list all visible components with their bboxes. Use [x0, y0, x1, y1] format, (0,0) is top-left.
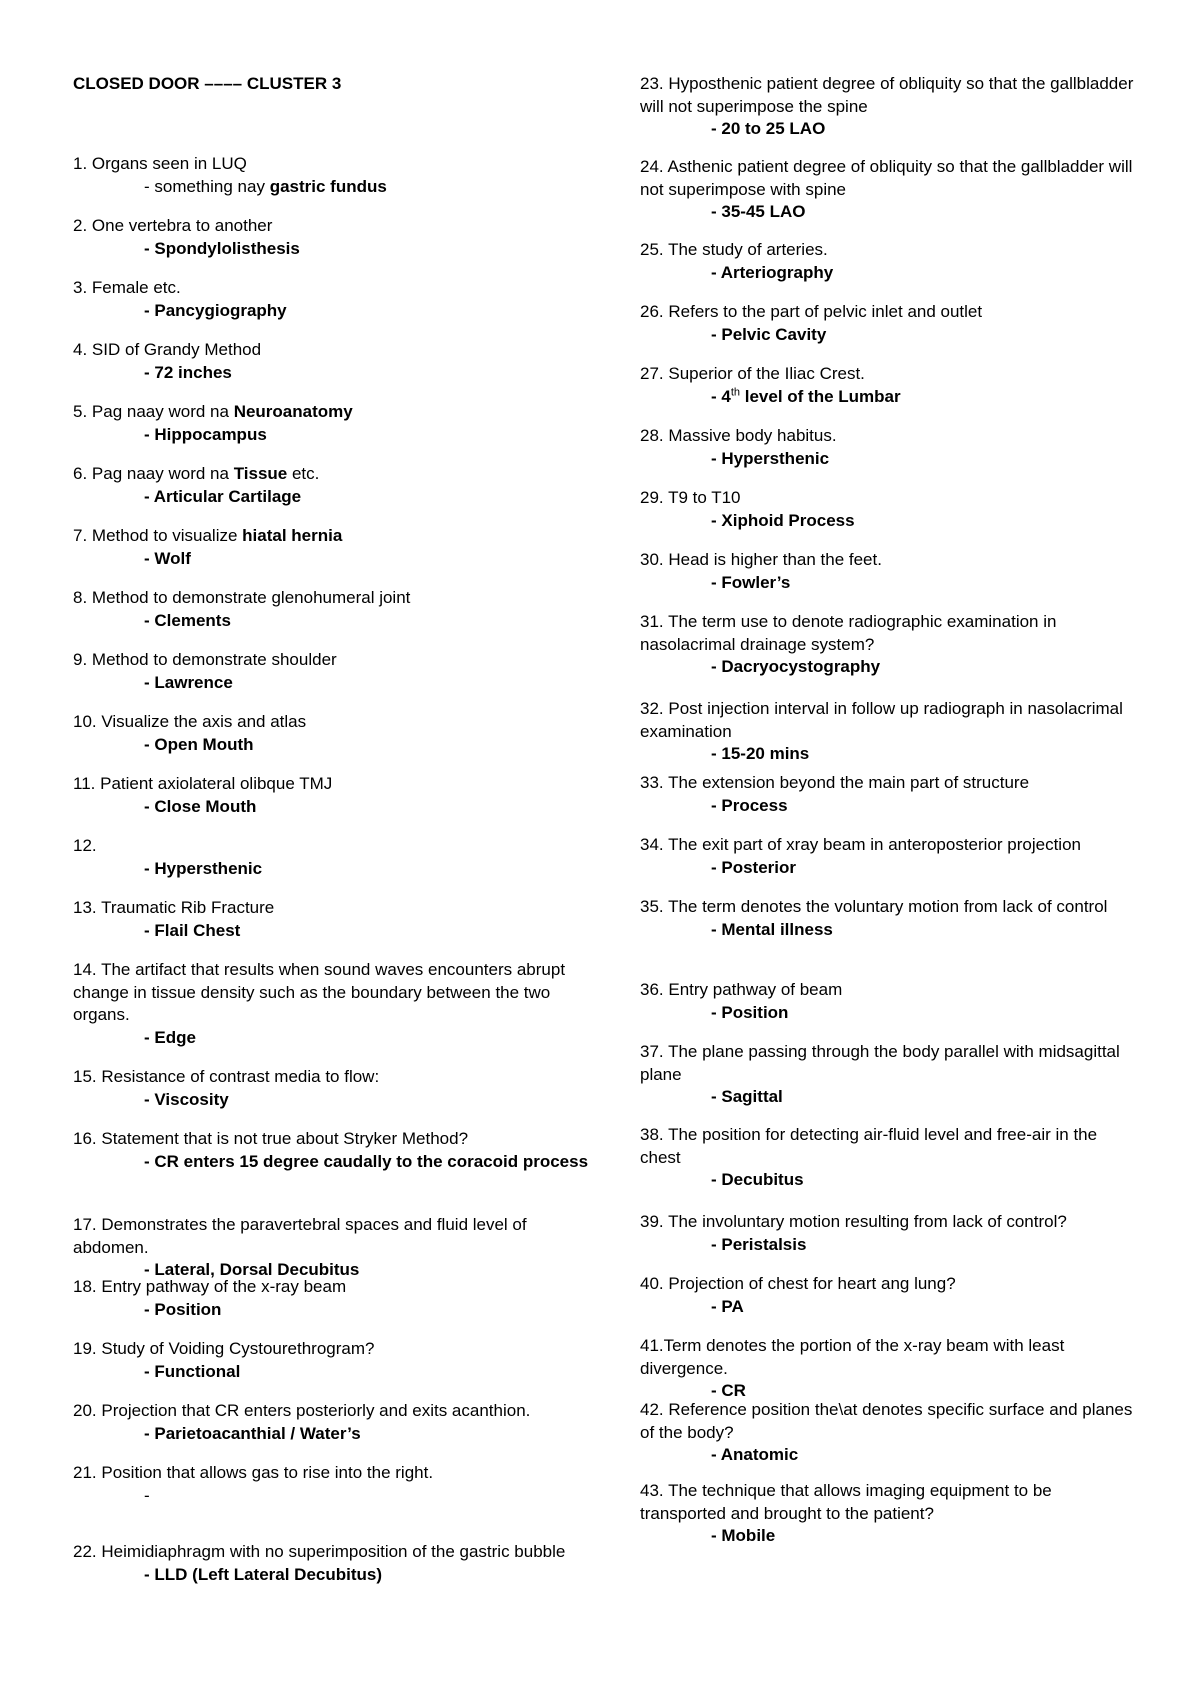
- question-number: 30.: [640, 550, 664, 569]
- question-number: 13.: [73, 898, 97, 917]
- question-text: [73, 153, 593, 176]
- answer-text: [73, 424, 593, 447]
- question-item: [73, 525, 593, 570]
- answer-text: [640, 572, 1140, 595]
- question-item: [640, 896, 1140, 941]
- question-item: [640, 425, 1140, 470]
- text-run: Visualize the axis and atlas: [101, 712, 307, 731]
- question-item: [640, 73, 1140, 141]
- text-run: - 15-20 mins: [711, 744, 810, 763]
- question-text: [640, 1273, 1140, 1296]
- answer-text: [640, 857, 1140, 880]
- answer-text: [640, 1444, 1140, 1467]
- answer-text: [73, 1564, 593, 1587]
- question-item: [640, 698, 1140, 766]
- text-run: Entry pathway of the x-ray beam: [101, 1277, 347, 1296]
- text-run: T9 to T10: [668, 488, 741, 507]
- question-number: 36.: [640, 980, 664, 999]
- answer-text: [73, 548, 593, 571]
- question-text: [640, 1480, 1140, 1525]
- text-run: Demonstrates the paravertebral spaces and fluid level of abdomen.: [73, 1215, 527, 1257]
- question-number: 5.: [73, 402, 88, 421]
- text-run: Pag naay word na: [91, 464, 234, 483]
- text-run: Method to demonstrate glenohumeral joint: [91, 588, 411, 607]
- question-text: [640, 425, 1140, 448]
- text-run: The position for detecting air-fluid level and free-air in the chest: [640, 1125, 1098, 1167]
- question-text: [73, 835, 593, 858]
- question-item: [73, 1214, 593, 1282]
- answer-text: [640, 1002, 1140, 1025]
- question-number: 42.: [640, 1400, 664, 1419]
- answer-text: [640, 919, 1140, 942]
- question-item: [73, 587, 593, 632]
- text-run: - Wolf: [144, 548, 191, 568]
- answer-text: [640, 1086, 1140, 1109]
- answer-text: [73, 1299, 593, 1322]
- question-item: [640, 1399, 1140, 1467]
- text-run: The involuntary motion resulting from lack of control?: [668, 1212, 1067, 1231]
- question-number: 19.: [73, 1339, 97, 1358]
- question-number: 29.: [640, 488, 664, 507]
- answer-text: [73, 486, 593, 509]
- question-number: 23.: [640, 74, 664, 93]
- text-run: - something nay: [144, 176, 270, 196]
- question-number: 2.: [73, 216, 88, 235]
- text-run: Superior of the Iliac Crest.: [668, 364, 865, 383]
- text-run: gastric fundus: [269, 176, 387, 196]
- text-run: - Posterior: [711, 857, 797, 877]
- text-run: Pag naay word na: [91, 402, 234, 421]
- question-text: [73, 1541, 593, 1564]
- question-number: 22.: [73, 1542, 97, 1561]
- answer-text: [73, 176, 593, 199]
- answer-text: [73, 1089, 593, 1112]
- text-run: Position that allows gas to rise into the right.: [101, 1463, 434, 1482]
- answer-text: [640, 262, 1140, 285]
- text-run: - Hippocampus: [144, 424, 267, 444]
- question-text: [640, 772, 1140, 795]
- answer-text: [73, 796, 593, 819]
- question-number: 40.: [640, 1274, 664, 1293]
- text-run: etc.: [287, 464, 320, 483]
- question-number: 16.: [73, 1129, 97, 1148]
- question-number: 32.: [640, 699, 664, 718]
- text-run: Entry pathway of beam: [668, 980, 843, 999]
- text-run: The term denotes the voluntary motion from lack of control: [668, 897, 1108, 916]
- text-run: - Fowler’s: [711, 572, 791, 592]
- question-text: [73, 587, 593, 610]
- question-item: [640, 611, 1140, 679]
- question-number: 10.: [73, 712, 97, 731]
- text-run: Patient axiolateral olibque TMJ: [100, 774, 333, 793]
- question-number: 38.: [640, 1125, 664, 1144]
- question-item: [640, 1124, 1140, 1192]
- question-item: [640, 834, 1140, 879]
- question-item: [73, 711, 593, 756]
- text-run: - Hypersthenic: [711, 448, 830, 468]
- question-number: 21.: [73, 1463, 97, 1482]
- question-text: [640, 487, 1140, 510]
- text-run: Massive body habitus.: [668, 426, 837, 445]
- question-text: [73, 649, 593, 672]
- answer-text: [73, 300, 593, 323]
- question-number: 14.: [73, 960, 97, 979]
- question-item: [73, 1400, 593, 1445]
- question-text: [73, 773, 593, 796]
- question-item: [73, 1541, 593, 1586]
- question-item: [73, 773, 593, 818]
- answer-text: [640, 656, 1140, 679]
- question-item: [640, 549, 1140, 594]
- text-run: - Anatomic: [711, 1445, 799, 1464]
- question-text: [640, 698, 1140, 743]
- text-run: -: [144, 1485, 150, 1505]
- text-run: - Position: [144, 1299, 222, 1319]
- question-item: [73, 835, 593, 880]
- question-text: [640, 1124, 1140, 1169]
- text-run: - Edge: [144, 1027, 196, 1047]
- question-text: [73, 1276, 593, 1299]
- answer-text: [73, 1423, 593, 1446]
- text-run: Heimidiaphragm with no superimposition of the gastric bubble: [101, 1542, 566, 1561]
- question-number: 28.: [640, 426, 664, 445]
- question-item: [73, 1066, 593, 1111]
- question-text: [73, 711, 593, 734]
- text-run: - CR: [711, 1381, 746, 1400]
- question-item: [640, 1211, 1140, 1256]
- question-text: [73, 959, 593, 1027]
- question-text: [640, 1335, 1140, 1380]
- question-item: [640, 487, 1140, 532]
- question-text: [640, 73, 1140, 118]
- question-item: [640, 301, 1140, 346]
- text-run: - Spondylolisthesis: [144, 238, 300, 258]
- question-text: [73, 897, 593, 920]
- question-text: [73, 525, 593, 548]
- text-run: - Process: [711, 795, 788, 815]
- answer-text: [73, 672, 593, 695]
- question-item: [640, 1335, 1140, 1403]
- question-item: [640, 239, 1140, 284]
- text-run: The extension beyond the main part of structure: [668, 773, 1030, 792]
- answer-text: [73, 362, 593, 385]
- question-number: 25.: [640, 240, 664, 259]
- text-run: Hyposthenic patient degree of obliquity so that the gallbladder will not superimpose the spine: [640, 74, 1134, 116]
- text-run: The term use to denote radiographic examination in nasolacrimal drainage system?: [640, 612, 1057, 654]
- answer-text: [640, 1234, 1140, 1257]
- question-item: [640, 979, 1140, 1024]
- text-run: - Mobile: [711, 1526, 776, 1545]
- question-text: [640, 549, 1140, 572]
- text-run: - Viscosity: [144, 1089, 229, 1109]
- question-text: [73, 277, 593, 300]
- text-run: Method to demonstrate shoulder: [91, 650, 337, 669]
- answer-text: [73, 1361, 593, 1384]
- answer-text: [640, 1296, 1140, 1319]
- answer-text: [73, 920, 593, 943]
- question-number: 8.: [73, 588, 88, 607]
- text-run: Study of Voiding Cystourethrogram?: [101, 1339, 375, 1358]
- question-text: [640, 1041, 1140, 1086]
- question-number: 12.: [73, 836, 97, 855]
- text-run: Method to visualize: [91, 526, 243, 545]
- question-number: 17.: [73, 1215, 97, 1234]
- question-text: [73, 1400, 593, 1423]
- question-text: [640, 1211, 1140, 1234]
- text-run: Projection that CR enters posteriorly and exits acanthion.: [101, 1401, 531, 1420]
- text-run: - Dacryocystography: [711, 657, 881, 676]
- question-number: 1.: [73, 154, 88, 173]
- answer-text: [73, 610, 593, 633]
- question-item: [73, 1338, 593, 1383]
- question-item: [73, 277, 593, 322]
- question-text: [640, 896, 1140, 919]
- text-run: - 20 to 25 LAO: [711, 119, 826, 138]
- question-number: 9.: [73, 650, 88, 669]
- question-item: [640, 1480, 1140, 1548]
- text-run: Refers to the part of pelvic inlet and outlet: [668, 302, 983, 321]
- question-number: 7.: [73, 526, 88, 545]
- text-run: - Pancygiography: [144, 300, 287, 320]
- question-text: [73, 1214, 593, 1259]
- text-run: Neuroanatomy: [233, 402, 353, 421]
- question-text: [73, 215, 593, 238]
- question-number: 24.: [640, 157, 664, 176]
- question-item: [73, 1276, 593, 1321]
- question-number: 27.: [640, 364, 664, 383]
- question-item: [73, 649, 593, 694]
- question-text: [73, 401, 593, 424]
- question-text: [640, 301, 1140, 324]
- question-item: [73, 959, 593, 1049]
- text-run: - Sagittal: [711, 1087, 783, 1106]
- text-run: Female etc.: [91, 278, 181, 297]
- question-item: [73, 215, 593, 260]
- text-run: SID of Grandy Method: [91, 340, 262, 359]
- text-run: - Close Mouth: [144, 796, 257, 816]
- answer-text: [640, 510, 1140, 533]
- question-number: 39.: [640, 1212, 664, 1231]
- text-run: - 35-45 LAO: [711, 202, 806, 221]
- text-run: Projection of chest for heart ang lung?: [668, 1274, 956, 1293]
- text-run: The technique that allows imaging equipment to be transported and brought to the patient?: [640, 1481, 1052, 1523]
- text-run: - Position: [711, 1002, 789, 1022]
- text-run: Term denotes the portion of the x-ray beam with least divergence.: [640, 1336, 1065, 1378]
- text-run: The study of arteries.: [668, 240, 828, 259]
- text-run: Statement that is not true about Stryker Method?: [101, 1129, 469, 1148]
- question-text: [73, 1338, 593, 1361]
- question-number: 37.: [640, 1042, 664, 1061]
- text-run: Traumatic Rib Fracture: [101, 898, 275, 917]
- answer-text: [73, 858, 593, 881]
- question-text: [73, 463, 593, 486]
- text-run: - Decubitus: [711, 1170, 804, 1189]
- question-number: 20.: [73, 1401, 97, 1420]
- question-number: 34.: [640, 835, 664, 854]
- text-run: The exit part of xray beam in anteroposterior projection: [668, 835, 1081, 854]
- answer-text: [73, 238, 593, 261]
- text-run: - Open Mouth: [144, 734, 254, 754]
- question-item: [640, 156, 1140, 224]
- question-number: 31.: [640, 612, 664, 631]
- text-run: - Xiphoid Process: [711, 510, 855, 530]
- answer-text: [640, 201, 1140, 224]
- text-run: Asthenic patient degree of obliquity so that the gallbladder will not superimpose with spine: [640, 157, 1133, 199]
- answer-text: [73, 734, 593, 757]
- text-run: The plane passing through the body parallel with midsagittal plane: [640, 1042, 1120, 1084]
- answer-text: [73, 1151, 593, 1174]
- question-text: [73, 339, 593, 362]
- text-run: hiatal hernia: [242, 526, 343, 545]
- question-text: [640, 834, 1140, 857]
- question-text: [640, 239, 1140, 262]
- question-text: [640, 611, 1140, 656]
- text-run: - Arteriography: [711, 262, 834, 282]
- answer-text: [640, 386, 1140, 409]
- question-text: [640, 979, 1140, 1002]
- question-item: [73, 1462, 593, 1507]
- answer-text: [73, 1485, 593, 1508]
- text-run: Head is higher than the feet.: [668, 550, 882, 569]
- answer-text: [640, 795, 1140, 818]
- text-run: The artifact that results when sound waves encounters abrupt change in tissue density such as the boundary between the two organs.: [73, 960, 566, 1024]
- text-run: - Parietoacanthial / Water’s: [144, 1423, 361, 1443]
- question-item: [73, 339, 593, 384]
- answer-text: [640, 1169, 1140, 1192]
- text-run: One vertebra to another: [91, 216, 273, 235]
- text-run: - Clements: [144, 610, 231, 630]
- question-item: [640, 1273, 1140, 1318]
- text-run: Reference position the\at denotes specific surface and planes of the body?: [640, 1400, 1133, 1442]
- answer-text: [640, 743, 1140, 766]
- question-text: [73, 1066, 593, 1089]
- text-run: Tissue: [233, 464, 288, 483]
- text-run: - Hypersthenic: [144, 858, 263, 878]
- text-run: - Pelvic Cavity: [711, 324, 827, 344]
- text-run: Organs seen in LUQ: [91, 154, 247, 173]
- question-item: [73, 897, 593, 942]
- question-text: [640, 363, 1140, 386]
- text-run: Resistance of contrast media to flow:: [101, 1067, 380, 1086]
- question-item: [640, 1041, 1140, 1109]
- text-run: - PA: [711, 1296, 744, 1316]
- question-number: 15.: [73, 1067, 97, 1086]
- text-run: level of the Lumbar: [740, 386, 901, 406]
- text-run: - 4: [711, 386, 731, 406]
- question-text: [640, 1399, 1140, 1444]
- question-item: [73, 463, 593, 508]
- text-run: Post injection interval in follow up radiograph in nasolacrimal examination: [640, 699, 1123, 741]
- question-item: [73, 401, 593, 446]
- text-run: th: [730, 385, 741, 398]
- question-text: [73, 1128, 593, 1151]
- text-run: - Functional: [144, 1361, 241, 1381]
- question-number: 41.: [640, 1336, 664, 1355]
- text-run: - Flail Chest: [144, 920, 241, 940]
- question-item: [73, 1128, 593, 1173]
- text-run: - Lawrence: [144, 672, 233, 692]
- answer-text: [640, 324, 1140, 347]
- text-run: - Articular Cartilage: [144, 486, 302, 506]
- answer-text: [640, 1525, 1140, 1548]
- question-number: 43.: [640, 1481, 664, 1500]
- question-number: 6.: [73, 464, 88, 483]
- answer-text: [640, 448, 1140, 471]
- text-run: - LLD (Left Lateral Decubitus): [144, 1564, 383, 1584]
- question-item: [640, 363, 1140, 408]
- question-number: 33.: [640, 773, 664, 792]
- question-item: [73, 153, 593, 198]
- question-number: 35.: [640, 897, 664, 916]
- answer-text: [640, 118, 1140, 141]
- text-run: - Mental illness: [711, 919, 833, 939]
- question-text: [73, 1462, 593, 1485]
- text-run: - Peristalsis: [711, 1234, 807, 1254]
- page-title: CLOSED DOOR –––– CLUSTER 3: [73, 74, 342, 93]
- question-number: 11.: [73, 774, 96, 793]
- question-number: 26.: [640, 302, 664, 321]
- text-run: - Lateral, Dorsal Decubitus: [144, 1260, 360, 1279]
- question-number: 4.: [73, 340, 88, 359]
- answer-text: [73, 1027, 593, 1050]
- question-number: 18.: [73, 1277, 97, 1296]
- text-run: - 72 inches: [144, 362, 232, 382]
- question-number: 3.: [73, 278, 88, 297]
- text-run: - CR enters 15 degree caudally to the coracoid process: [144, 1151, 589, 1171]
- question-item: [640, 772, 1140, 817]
- question-text: [640, 156, 1140, 201]
